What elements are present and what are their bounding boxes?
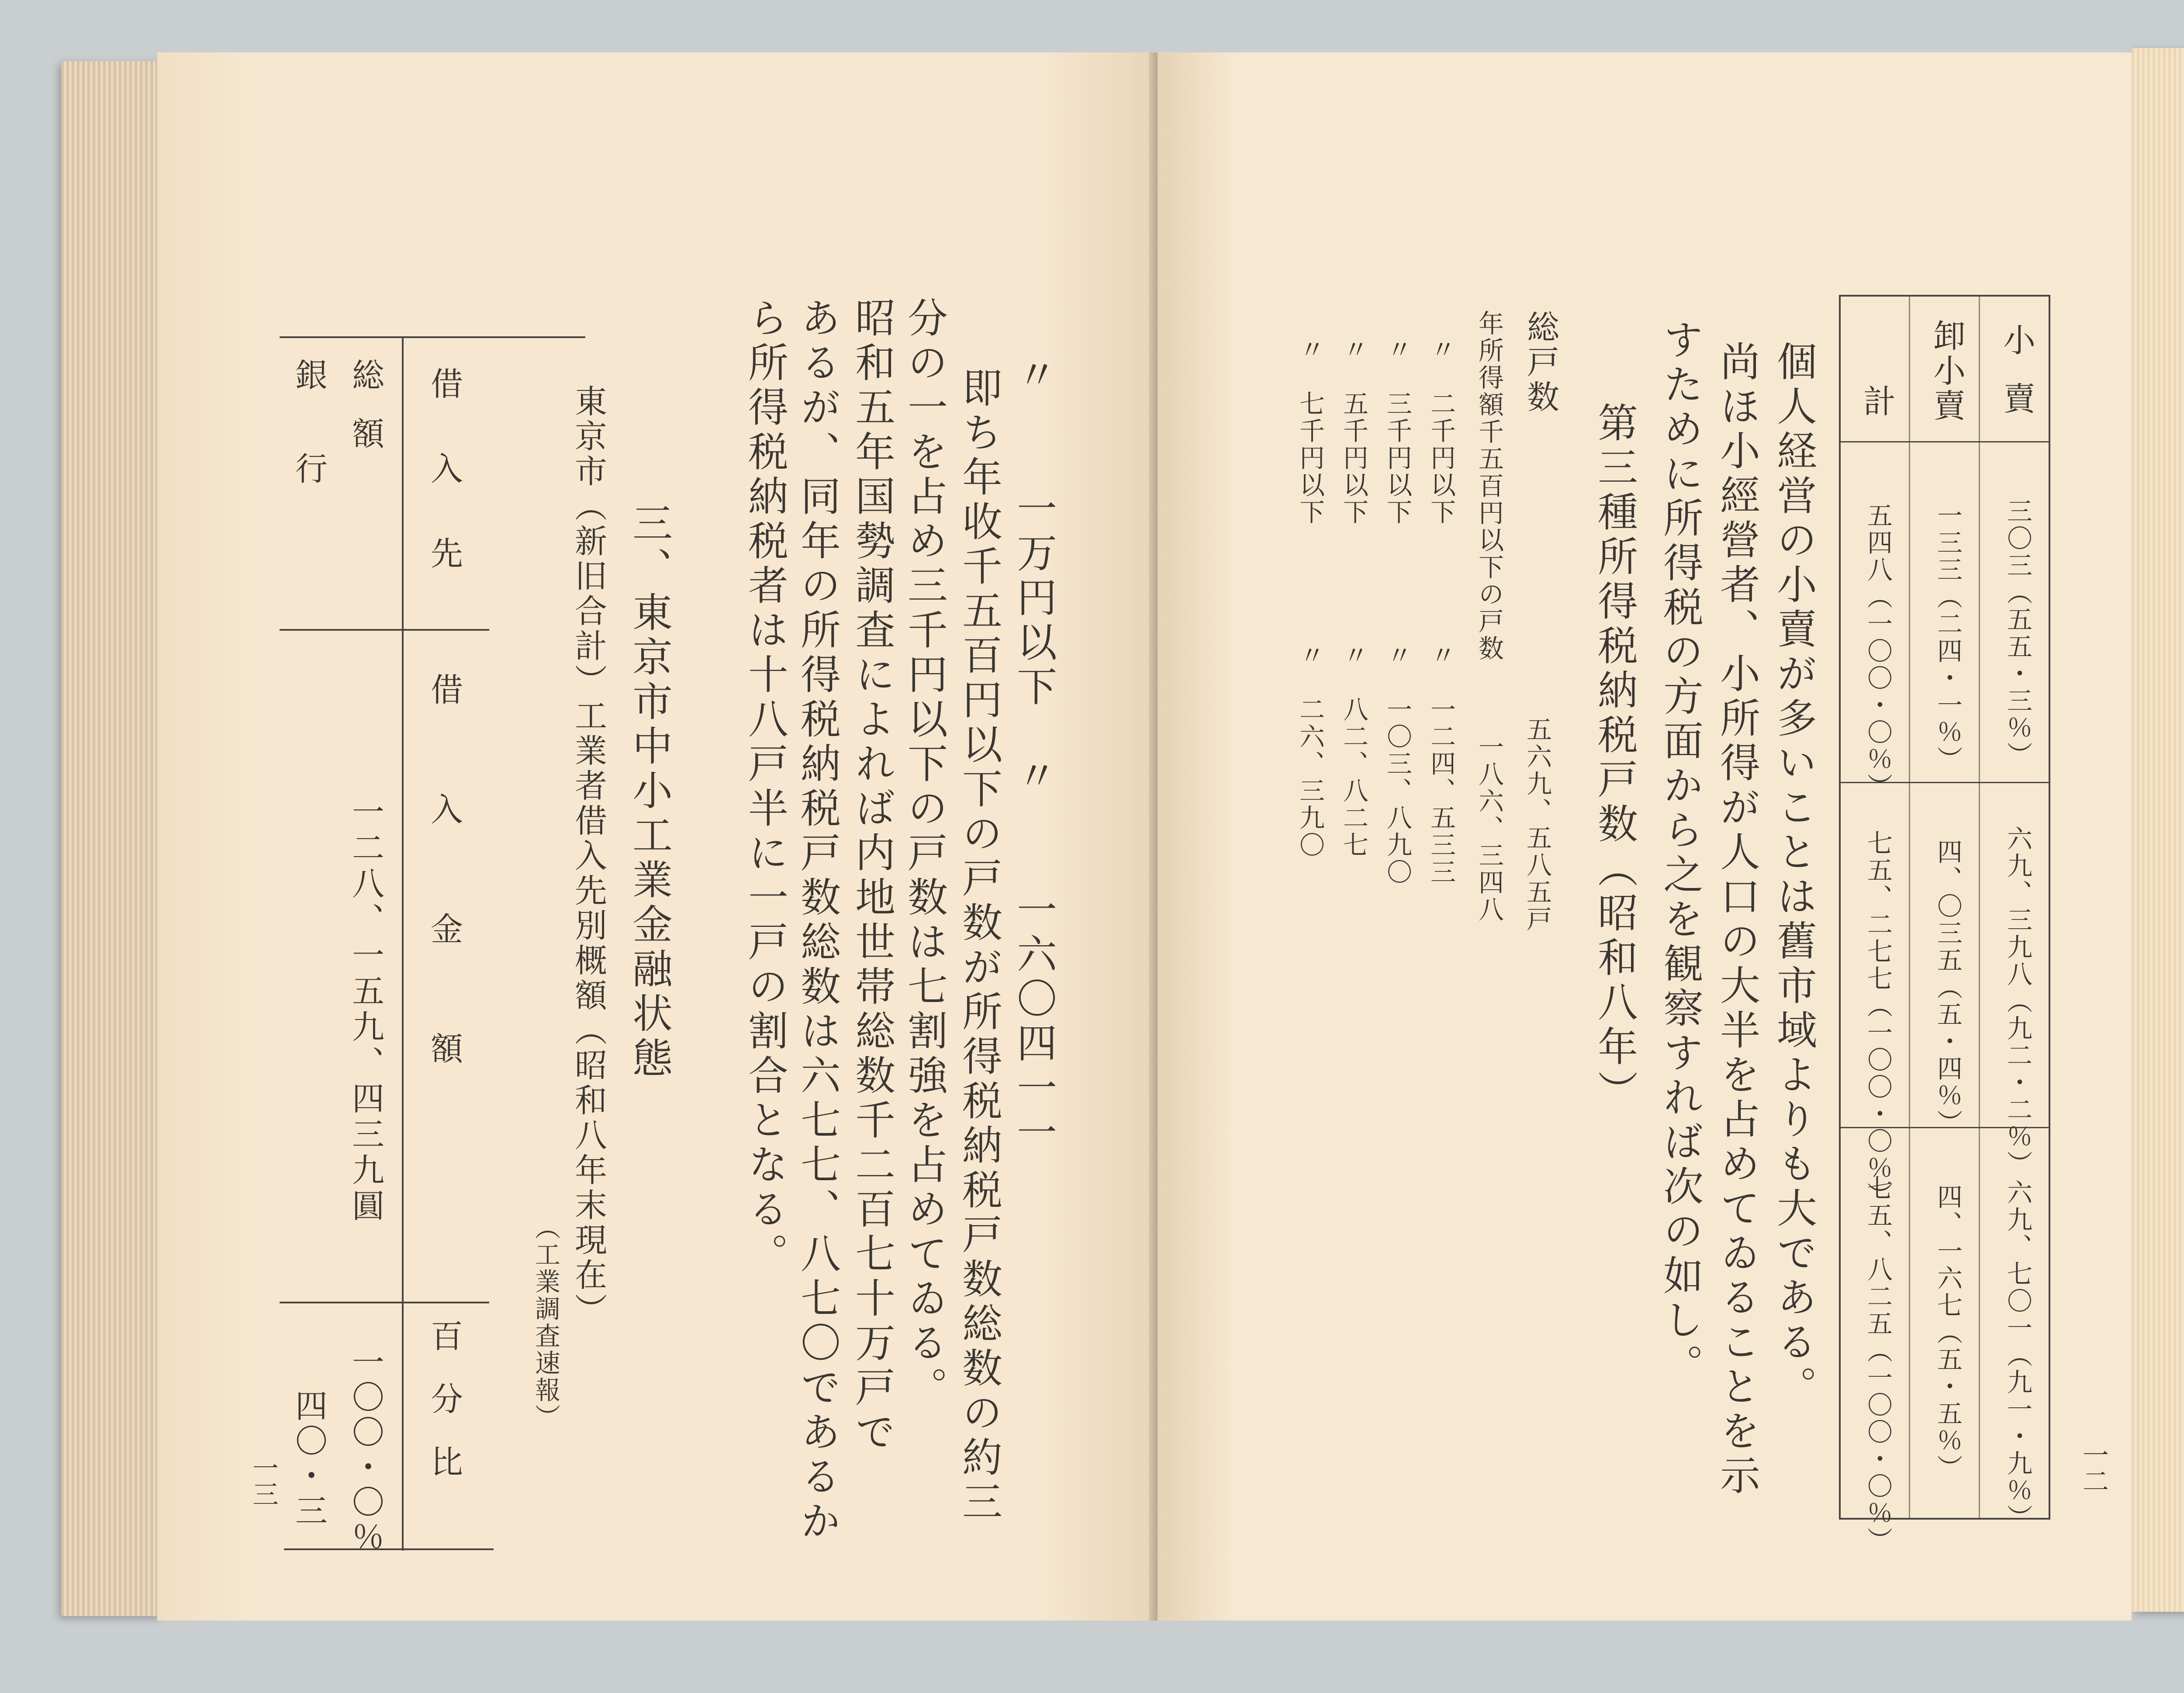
left-text-col-2: 即ち年收千五百円以下の戸数が所得税納税戸数総数の約三 <box>956 367 1002 1525</box>
under-3000-label: 〃 三千円以下 <box>1382 336 1412 526</box>
right-section-title: 第三種所得税納税戸数（昭和八年） <box>1591 402 1638 1115</box>
left-table-mid-rule <box>280 1302 489 1303</box>
left-page-number: 一三 <box>248 1455 279 1507</box>
right-table-colsep-1 <box>1909 295 1910 1518</box>
right-table-colsep-2 <box>1979 295 1980 1518</box>
page-stack-right <box>2132 48 2184 1612</box>
left-table-top-rule <box>280 336 585 338</box>
under-5000-label: 〃 五千円以下 <box>1339 336 1368 526</box>
right-table-r2c3: 四、一六七（五・五％） <box>1933 1184 1963 1482</box>
right-table-label-total: 計 <box>1858 384 1896 419</box>
left-section-title: 三、東京市中小工業金融状態 <box>626 502 673 1081</box>
left-table-bottom-rule <box>284 1548 494 1550</box>
right-text-col-2: 尚ほ小經營者、小所得が人口の大半を占めてゐることを示 <box>1714 341 1760 1499</box>
right-table-frame-top <box>1839 295 2049 297</box>
under-1500-value: 一八六、三四八 <box>1474 734 1504 923</box>
table-row-bank-label: 銀行 <box>290 358 328 545</box>
right-table-label-wholesale: 卸小賣 <box>1928 319 1966 424</box>
left-text-col-1: 〃 一万円以下 〃 一六〇四一一 <box>1010 354 1057 1156</box>
table-row-bank-percent: 四〇・三 <box>290 1389 328 1529</box>
right-table-r1c2: 六九、三九八（九二・二％） <box>2003 826 2032 1178</box>
right-table-frame-left <box>1839 295 1841 1518</box>
right-text-col-3: すために所得税の方面から之を観察すれば次の如し。 <box>1657 319 1704 1388</box>
right-table-r2c2: 四、〇三五（五・四％） <box>1933 839 1963 1137</box>
left-table-col-rule <box>402 336 404 1551</box>
left-text-col-4: 昭和五年国勢調査によれば内地世帯総数千二百七十万戸で <box>849 297 895 1455</box>
right-table-r3c1: 五四八（一〇〇・〇％） <box>1863 502 1893 800</box>
right-table-r3c2: 七五、二七七（一〇〇・〇％） <box>1863 830 1893 1209</box>
under-1500-label: 年所得額千五百円以下の戸数 <box>1474 310 1504 662</box>
right-page-number: 一二 <box>2078 1441 2109 1494</box>
left-table-header-rule <box>280 629 489 631</box>
table-header-lender: 借入先 <box>425 367 463 621</box>
right-page <box>1158 52 2132 1620</box>
page-stack-left <box>61 61 162 1616</box>
right-table-frame-right <box>2049 295 2050 1518</box>
table-row-total-label: 総額 <box>347 358 384 475</box>
under-2000-label: 〃 二千円以下 <box>1426 336 1456 526</box>
left-text-col-5: あるが、同年の所得税納税戸数総数は六七七、八七〇であるか <box>794 297 841 1544</box>
right-table-r3c3: 七五、八二五（一〇〇・〇％） <box>1863 1175 1893 1554</box>
right-table-r1c1: 三〇三（五五・三％） <box>2003 498 2032 769</box>
total-households-label: 総戸数 <box>1522 310 1559 415</box>
right-text-col-1: 個人経営の小賣が多いことは舊市域よりも大である。 <box>1770 341 1817 1410</box>
right-table-rowsep-1 <box>1839 441 2049 442</box>
left-page <box>157 52 1158 1620</box>
open-book <box>61 44 2184 1651</box>
left-text-col-3: 分の一を占め三千円以下の戸数は七割強を占めてゐる。 <box>901 297 948 1411</box>
left-text-col-6: ら所得税納税者は十八戸半に一戸の割合となる。 <box>742 297 788 1277</box>
under-7000-value: 〃 二六、三九〇 <box>1295 642 1325 859</box>
table-row-total-amount: 一二八、一五九、四三九圓 <box>347 795 384 1225</box>
left-table-title: 東京市（新旧合計）工業者借入先別概額（昭和八年末現在） <box>570 384 607 1328</box>
right-table-r2c1: 一三三（二四・一％） <box>1933 502 1963 773</box>
table-row-total-percent: 一〇〇・〇％ <box>347 1345 384 1555</box>
table-header-percent: 百分比 <box>425 1319 463 1508</box>
under-5000-value: 〃 八二、八二七 <box>1339 642 1368 859</box>
under-2000-value: 〃 一二四、五三三 <box>1426 642 1456 886</box>
right-table-label-retail: 小賣 <box>1998 323 2035 440</box>
table-header-amount: 借入金額 <box>425 673 463 1151</box>
right-table-r1c3: 六九、七〇一（九一・九％） <box>2003 1179 2032 1531</box>
under-7000-label: 〃 七千円以下 <box>1295 336 1325 526</box>
under-3000-value: 〃 一〇三、八九〇 <box>1382 642 1412 886</box>
left-table-source: （工業調査速報） <box>531 1214 560 1431</box>
total-households-value: 五六九、五八五戸 <box>1522 716 1552 933</box>
